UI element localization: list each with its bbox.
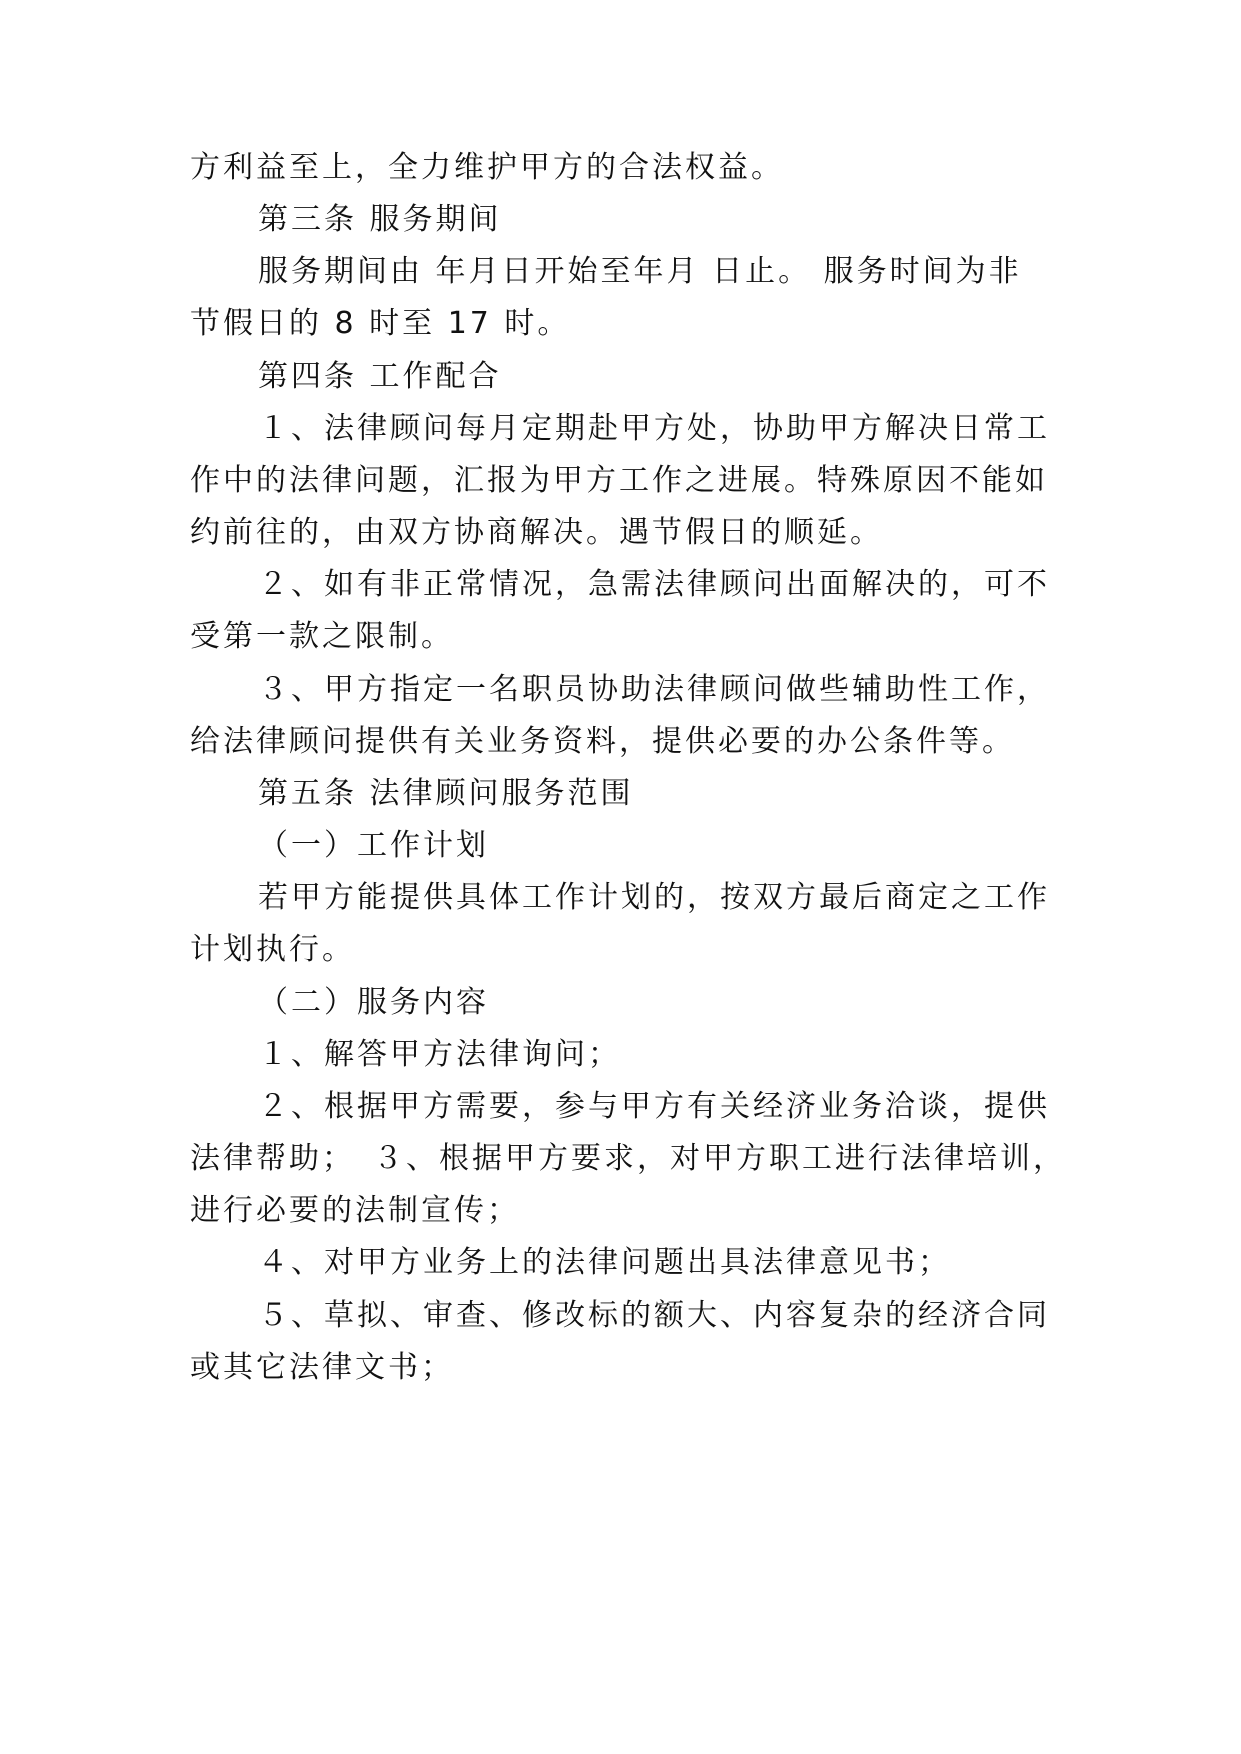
list-item: ５、草拟、审查、修改标的额大、内容复杂的经济合同 <box>258 1298 1050 1333</box>
text-line: ３、甲方指定一名职员协助法律顾问做些辅助性工作， <box>258 672 1050 707</box>
text-line: 进行必要的法制宣传； <box>190 1193 520 1228</box>
subsection-heading: （一）工作计划 <box>258 828 489 863</box>
text-line: 节假日的 8 时至 17 时。 <box>190 306 571 341</box>
list-item: ２、根据甲方需要，参与甲方有关经济业务洽谈，提供 <box>258 1089 1050 1124</box>
section-heading-article-5: 第五条 法律顾问服务范围 <box>258 776 634 811</box>
subsection-heading: （二）服务内容 <box>258 985 489 1020</box>
text-line: ２、如有非正常情况，急需法律顾问出面解决的，可不 <box>258 567 1050 602</box>
section-heading-article-3: 第三条 服务期间 <box>258 202 502 237</box>
text-line: 服务期间由 年月日开始至年月 日止。 服务时间为非 <box>258 254 1022 289</box>
text-line: 计划执行。 <box>190 932 355 967</box>
section-heading-article-4: 第四条 工作配合 <box>258 359 502 394</box>
text-line: 约前往的，由双方协商解决。遇节假日的顺延。 <box>190 515 883 550</box>
text-line: 给法律顾问提供有关业务资料，提供必要的办公条件等。 <box>190 724 1015 759</box>
text-line: 方利益至上，全力维护甲方的合法权益。 <box>190 150 784 185</box>
text-line: 若甲方能提供具体工作计划的，按双方最后商定之工作 <box>258 880 1050 915</box>
list-item: ４、对甲方业务上的法律问题出具法律意见书； <box>258 1245 951 1280</box>
text-line: 受第一款之限制。 <box>190 619 454 654</box>
text-line: 或其它法律文书； <box>190 1350 454 1385</box>
text-line: １、法律顾问每月定期赴甲方处，协助甲方解决日常工 <box>258 411 1050 446</box>
text-line: 法律帮助； ３、根据甲方要求，对甲方职工进行法律培训， <box>190 1141 1066 1176</box>
list-item: １、解答甲方法律询问； <box>258 1037 621 1072</box>
text-line: 作中的法律问题，汇报为甲方工作之进展。特殊原因不能如 <box>190 463 1048 498</box>
